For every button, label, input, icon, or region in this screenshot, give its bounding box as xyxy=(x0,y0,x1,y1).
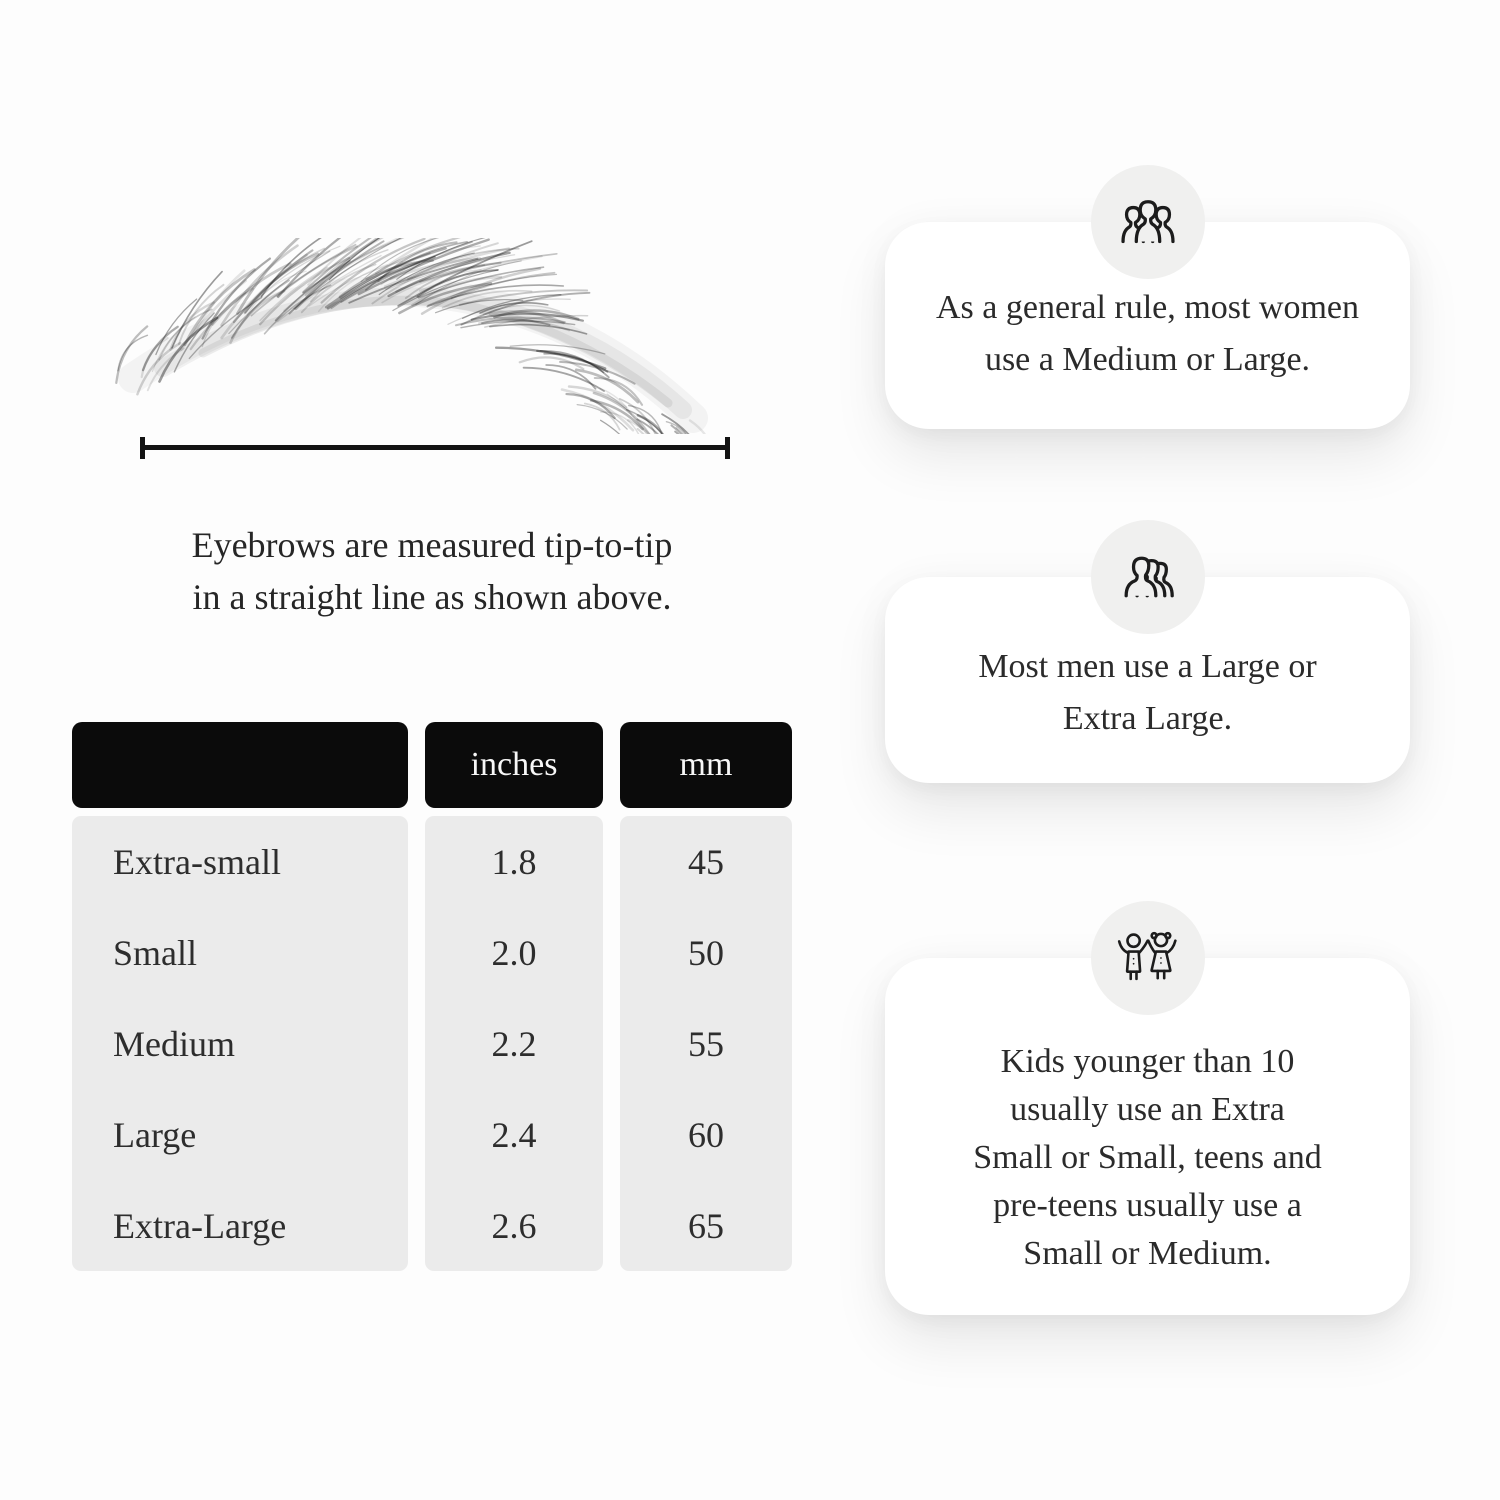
size-table-column-sizes xyxy=(72,722,408,1271)
card-text-line: pre-teens usually use a xyxy=(993,1186,1302,1224)
inches-value-cell: 2.0 xyxy=(491,932,537,973)
measurement-caption xyxy=(72,519,792,623)
eyebrow-sketch-svg xyxy=(108,238,712,434)
card-text-line: As a general rule, most women xyxy=(936,288,1359,326)
inches-value-cell: 2.6 xyxy=(491,1205,537,1246)
women-group-icon xyxy=(1091,165,1205,279)
women-guidance-card xyxy=(885,222,1410,429)
mm-value-cell: 55 xyxy=(688,1023,724,1064)
inches-value-cell: 2.4 xyxy=(491,1114,537,1155)
mm-value-cell: 50 xyxy=(688,932,724,973)
kids-guidance-card xyxy=(885,958,1410,1315)
card-text-line: Small or Medium. xyxy=(1023,1234,1272,1272)
caption-line: Eyebrows are measured tip-to-tip xyxy=(191,525,673,565)
mm-column-header: mm xyxy=(620,722,792,808)
size-label-cell: Extra-Large xyxy=(113,1205,287,1246)
card-text-line: Extra Large. xyxy=(1062,700,1233,737)
eyebrow-illustration xyxy=(108,238,712,434)
size-label-cell: Medium xyxy=(113,1023,235,1064)
mm-column-body xyxy=(620,816,792,1271)
size-table-column-mm xyxy=(620,722,792,1271)
inches-value-cell: 2.2 xyxy=(491,1023,537,1064)
inches-column-header: inches xyxy=(425,722,603,808)
size-label-cell: Small xyxy=(113,932,198,973)
measurement-line-bar xyxy=(140,445,730,450)
mm-value-cell: 45 xyxy=(688,841,724,882)
inches-value-cell: 1.8 xyxy=(491,841,537,882)
men-group-icon xyxy=(1091,520,1205,634)
card-text-line: Small or Small, teens and xyxy=(973,1138,1322,1176)
size-table xyxy=(72,722,792,1271)
card-text-line: usually use an Extra xyxy=(1010,1090,1285,1128)
size-label-cell: Large xyxy=(113,1114,197,1155)
card-text-line: use a Medium or Large. xyxy=(984,340,1311,378)
mm-value-cell: 65 xyxy=(688,1205,724,1246)
measurement-line xyxy=(140,437,730,459)
size-column-body xyxy=(72,816,408,1271)
men-guidance-card xyxy=(885,577,1410,783)
caption-line: in a straight line as shown above. xyxy=(192,577,672,617)
card-text-line: Kids younger than 10 xyxy=(1000,1042,1295,1080)
size-label-cell: Extra-small xyxy=(113,841,281,882)
size-table-column-inches xyxy=(425,722,603,1271)
measurement-line-right-tick xyxy=(725,437,730,459)
mm-value-cell: 60 xyxy=(688,1114,724,1155)
card-text-line: Most men use a Large or xyxy=(978,648,1317,685)
kids-icon xyxy=(1091,901,1205,1015)
size-column-header xyxy=(72,722,408,808)
inches-column-body xyxy=(425,816,603,1271)
